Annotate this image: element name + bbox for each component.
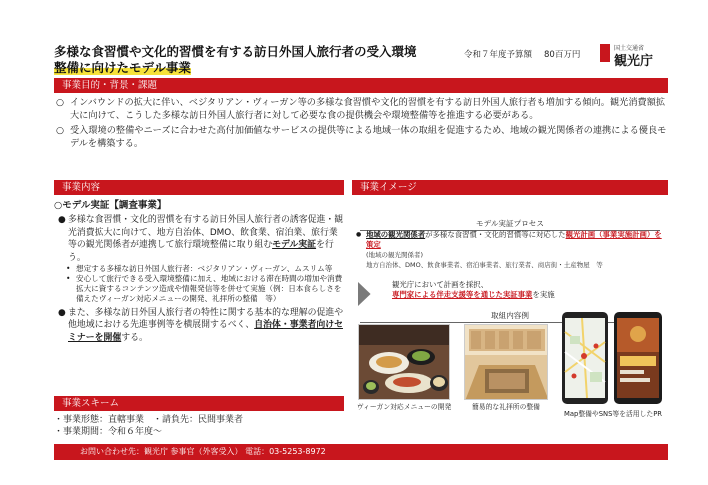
vegan-menu-photo: [358, 324, 450, 400]
step2-end: を実施: [532, 290, 555, 299]
section-scheme-label: 事業スキーム: [62, 398, 120, 409]
section-image-heading: [352, 180, 668, 195]
model-title: ○モデル実証【調査事業】: [54, 200, 167, 211]
step1-line: [358, 230, 662, 250]
examples-title: 取組内容例: [352, 310, 668, 323]
arrow-right-icon: [358, 282, 376, 306]
step1-list: 地方自治体、DMO、飲食事業者、宿泊事業者、旅行業者、商店街・土産物屋 等: [366, 261, 603, 269]
dot-bullet-icon: ●: [58, 215, 66, 226]
purpose-section: [54, 96, 668, 152]
image-section: [352, 198, 668, 436]
logo-agency: 観光庁: [614, 54, 654, 69]
scheme-section: [54, 414, 344, 438]
sub1-text: 想定する多様な訪日外国人旅行者：ベジタリアン・ヴィーガン、ムスリム等: [76, 264, 333, 274]
section-scheme-heading: [54, 396, 344, 411]
para1-end: を行う。: [68, 240, 334, 263]
caption-prayer: 簡易的な礼拝所の整備: [472, 403, 540, 411]
scheme-line-2: ・事業期間：令和６年度〜: [54, 427, 163, 437]
purpose-text-2: 受入環境の整備やニーズに合わせた高付加価値なサービスの提供等による地域一体の取組を促進するため、地域の観光関係者の連携による優良モデルを構築する。: [70, 125, 667, 149]
content-sub-2: [54, 274, 344, 304]
map-phone-image-icon: [562, 312, 662, 408]
para2-bold: 自治体・事業者向けセミナーを開催: [68, 320, 343, 343]
logo-ministry: 国土交通省: [614, 45, 645, 52]
caption-map: Map整備やSNS等を活用したPR: [563, 410, 663, 418]
food-image-icon: [359, 325, 450, 400]
para1-bold: モデル実証: [272, 240, 317, 251]
sub-bullet-icon: •: [66, 274, 71, 284]
prayer-room-photo: [464, 324, 548, 400]
para1-text: 多様な食習慣・文化的習慣を有する訪日外国人旅行者の誘客促進・観光消費拡大に向けて、地方自治体、DMO、飲食業、宿泊業、旅行業等の観光関係者が連携して旅行環境整備に取り組む: [68, 215, 344, 251]
content-section: [54, 200, 344, 344]
step1-note: (地域の観光関係者): [366, 251, 424, 259]
contact-bar: お問い合わせ先：観光庁 参事官（外客受入） 電話：03-5253-8972: [54, 444, 668, 460]
sub2-text: 安心して旅行できる受入環境整備に加え、地域における滞在時間の増加や消費拡大に資するコンテンツ造成や情報発信等を併せて実施（例：日本食らしさを備えたヴィーガン対応メニューの開発、礼拝所の整備 等）: [76, 274, 343, 304]
process-step-2: [392, 280, 662, 300]
step2-line-1: 観光庁において計画を採択、: [392, 280, 489, 289]
title-line-1: 多様な食習慣や文化的習慣を有する訪日外国人旅行者の受入環境: [54, 44, 417, 59]
process-step-1: [358, 230, 662, 270]
dot-bullet-icon: ●: [58, 308, 66, 319]
document-page: [40, 34, 680, 464]
content-para-2: [54, 307, 344, 344]
scheme-line-1: ・事業形態：直轄事業 ・請負先：民間事業者: [54, 415, 244, 425]
step1-mid: が多様な食習慣・文化的習慣等に対応した: [425, 230, 566, 239]
step1-actor: 地域の観光関係者: [366, 230, 426, 239]
purpose-item: [54, 124, 668, 150]
section-image-label: 事業イメージ: [360, 182, 417, 193]
process-title: モデル実証プロセス: [352, 218, 668, 231]
para2-end: する。: [121, 332, 148, 343]
map-pr-photo: [562, 312, 662, 408]
purpose-item: [54, 96, 668, 122]
purpose-text-1: インバウンドの拡大に伴い、ベジタリアン・ヴィーガン等の多様な食習慣や文化的習慣を有する訪日外国人旅行者も増加する傾向。観光消費額拡大に向けて、こうした多様な訪日外国人旅行者に対して必要な食の提供機会や環境整備等を推進する必要がある。: [70, 97, 666, 121]
sub-bullet-icon: •: [66, 264, 71, 274]
section-purpose-label: 事業目的・背景・課題: [62, 80, 158, 91]
circle-bullet-icon: ○: [56, 125, 65, 136]
circle-bullet-icon: ○: [56, 97, 65, 108]
section-content-label: 事業内容: [62, 182, 101, 193]
logo-mark-icon: [600, 44, 610, 62]
step2-red: 専門家による伴走支援等を通じた実証事業: [392, 290, 533, 299]
content-para-1: [54, 214, 344, 264]
budget-label: 令和７年度予算額: [464, 50, 533, 60]
agency-logo: [600, 40, 670, 69]
page-title: [54, 44, 474, 76]
caption-vegan: ヴィーガン対応メニューの開発: [356, 403, 452, 411]
budget: [464, 48, 580, 60]
section-purpose-heading: [54, 78, 668, 93]
title-line-2: 整備に向けたモデル事業: [54, 60, 191, 75]
budget-amount: 80百万円: [544, 50, 581, 60]
content-sub-1: [54, 264, 344, 274]
room-image-icon: [465, 325, 548, 400]
section-content-heading: [54, 180, 344, 195]
para2-text: また、多様な訪日外国人旅行者の特性に関する基本的な理解の促進や他地域における先進事例等を横展開するべく、: [68, 308, 344, 331]
step1-plan: 観光計画（事業実施計画）を策定: [366, 230, 662, 249]
